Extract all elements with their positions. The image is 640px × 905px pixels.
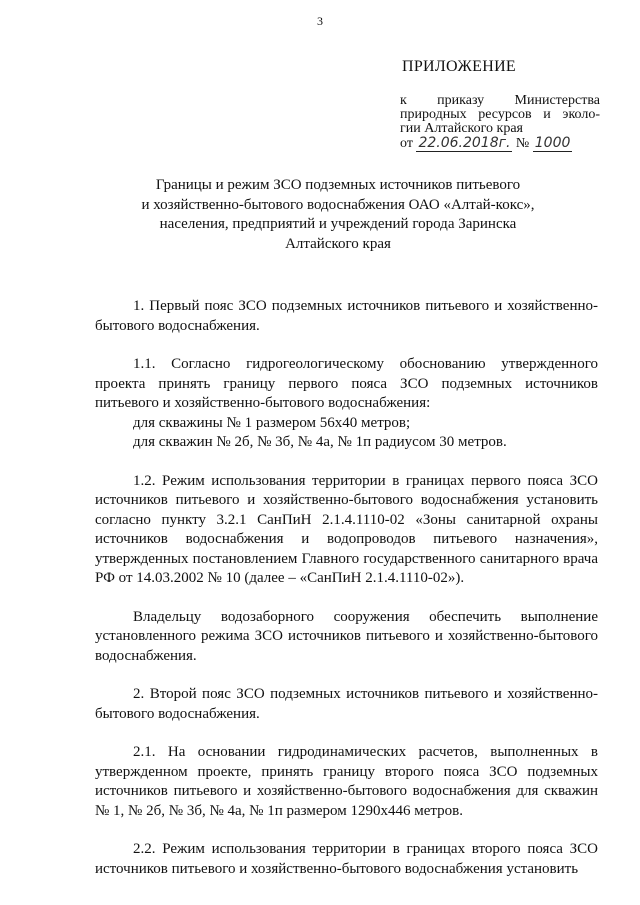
paragraph-2-1: 2.1. На основании гидродинамических расчетов, выполненных в утвержденном проекте, принять границу второго пояса ЗСО подземных источников питьевого и хозяйственно-бытового водоснабжения для скважин № 1, № 2б, № 3б, № 4а, № 1п размером 1290х446 метров.: [95, 744, 598, 819]
section-2-heading: 2. Второй пояс ЗСО подземных источников питьевого и хозяйственно-бытового водоснабжения.: [95, 686, 598, 722]
appendix-line-1: к приказу Министерства: [400, 93, 600, 108]
paragraph-1-1: 1.1. Согласно гидрогеологическому обоснованию утвержденного проекта принять границу первого пояса ЗСО подземных источников питьевого и хозяйственно-бытового водоснабжения:: [95, 356, 598, 411]
paragraph-1-2: 1.2. Режим использования территории в границах первого пояса ЗСО источников питьевого и хозяйственно-бытового водоснабжения установить согласно пункту 3.2.1 СанПиН 2.1.4.1110-02 «Зоны санитарной охраны источников водоснабжения и водопроводов питьевого назначения», утвержденных постановлением Главного государственного санитарного врача РФ от 14.03.2002 № 10 (далее – «СанПиН 2.1.4.1110-02»).: [95, 472, 598, 586]
document-body: [95, 297, 598, 879]
title-line: населения, предприятий и учреждений города Заринска: [159, 216, 517, 232]
section-1-heading: 1. Первый пояс ЗСО подземных источников питьевого и хозяйственно-бытового водоснабжения.: [95, 298, 598, 334]
appendix-block: [400, 58, 600, 152]
title-line: Границы и режим ЗСО подземных источников питьевого: [155, 177, 521, 193]
paragraph-1-1-item-b: для скважин № 2б, № 3б, № 4а, № 1п радиусом 30 метров.: [133, 434, 507, 450]
title-line: Алтайского края: [285, 235, 391, 252]
document-title: [120, 176, 556, 254]
paragraph-1-1-item-a: для скважины № 1 размером 56х40 метров;: [133, 414, 411, 431]
appendix-line-3: гии Алтайского края: [400, 121, 523, 136]
paragraph-2-2: 2.2. Режим использования территории в границах второго пояса ЗСО источников питьевого и хозяйственно-бытового водоснабжения установить: [95, 841, 598, 877]
handwritten-number: 1000: [534, 135, 571, 151]
paragraph-owner: Владельцу водозаборного сооружения обеспечить выполнение установленного режима ЗСО источников питьевого и хозяйственно-бытового водоснабжения.: [95, 608, 598, 664]
handwritten-date: 22.06.2018г.: [418, 135, 511, 151]
appendix-title: ПРИЛОЖЕНИЕ: [402, 58, 517, 75]
number-prefix: №: [515, 136, 530, 151]
appendix-line-2: природных ресурсов и эколо-: [400, 107, 600, 122]
title-line: и хозяйственно-бытового водоснабжения ОАО «Алтай-кокс»,: [141, 196, 535, 213]
page-number: 3: [317, 14, 323, 28]
date-prefix: от: [400, 136, 413, 151]
appendix-date-line: [400, 136, 600, 152]
